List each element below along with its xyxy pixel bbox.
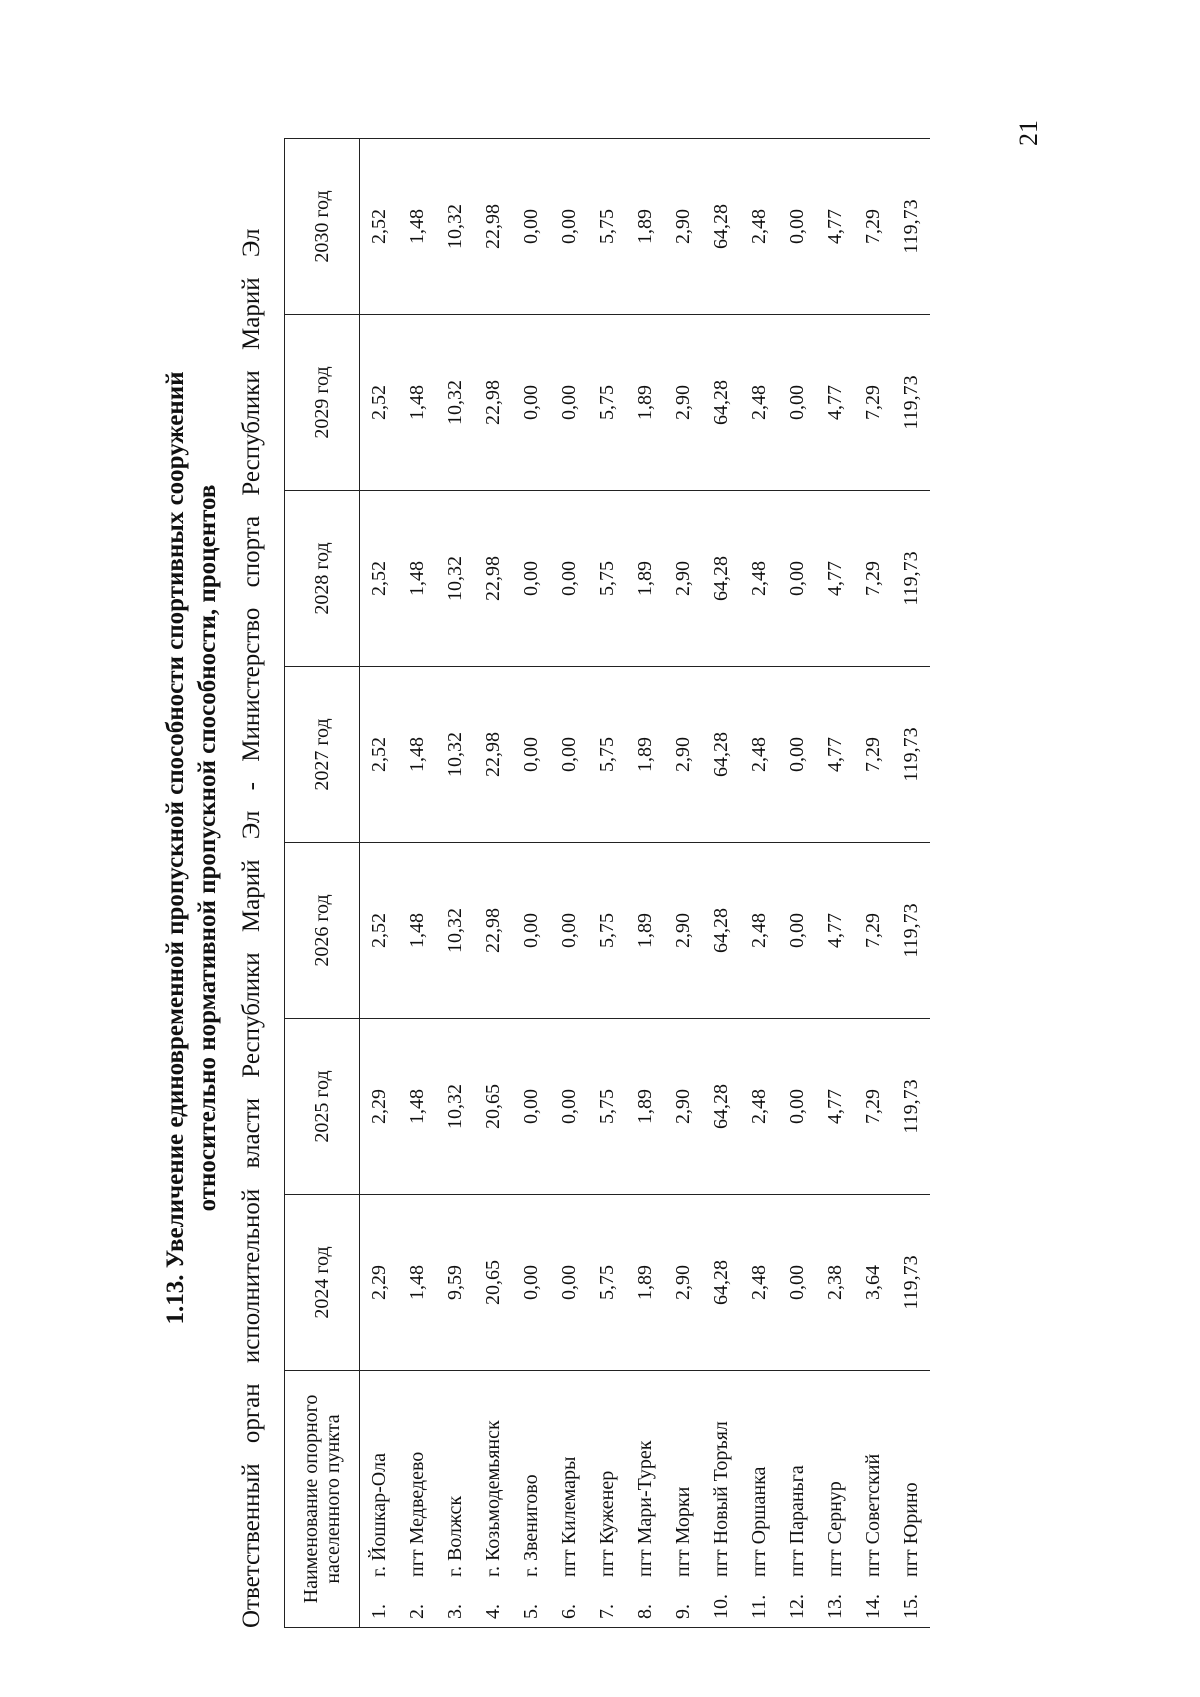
column-header-year: 2029 год [285, 315, 360, 491]
value-cell: 2,90 [664, 667, 702, 843]
value-cell: 119,73 [892, 1195, 930, 1371]
value-cell: 7,29 [854, 139, 892, 315]
value-cell: 2,52 [360, 667, 399, 843]
value-cell: 2,29 [360, 1195, 399, 1371]
value-cell: 1,89 [626, 1019, 664, 1195]
column-header-year: 2028 год [285, 491, 360, 667]
value-cell: 0,00 [778, 843, 816, 1019]
value-cell: 4,77 [816, 667, 854, 843]
value-cell: 1,89 [626, 1195, 664, 1371]
value-cell: 9,59 [436, 1195, 474, 1371]
value-cell: 0,00 [512, 843, 550, 1019]
table-row [512, 139, 550, 1628]
value-cell: 2,52 [360, 491, 399, 667]
value-cell: 2,48 [740, 491, 778, 667]
value-cell: 4,77 [816, 139, 854, 315]
value-cell: 0,00 [778, 1195, 816, 1371]
value-cell: 1,48 [398, 1195, 436, 1371]
locality-name: пгт Куженер [588, 1371, 626, 1584]
value-cell: 119,73 [892, 843, 930, 1019]
row-number: 12. [778, 1583, 816, 1628]
row-number: 9. [664, 1583, 702, 1628]
value-cell: 0,00 [778, 315, 816, 491]
table-row [550, 139, 588, 1628]
value-cell: 1,89 [626, 491, 664, 667]
value-cell: 1,48 [398, 139, 436, 315]
value-cell: 10,32 [436, 843, 474, 1019]
table-row [892, 139, 930, 1628]
value-cell: 2,90 [664, 1195, 702, 1371]
row-number: 2. [398, 1583, 436, 1628]
value-cell: 1,48 [398, 667, 436, 843]
row-number: 13. [816, 1583, 854, 1628]
value-cell: 22,98 [474, 667, 512, 843]
value-cell: 2,29 [360, 1019, 399, 1195]
locality-name: пгт Сернур [816, 1371, 854, 1584]
rotated-page-content [160, 68, 1060, 1628]
value-cell: 2,52 [360, 139, 399, 315]
value-cell: 0,00 [778, 667, 816, 843]
table-row [740, 139, 778, 1628]
row-number: 6. [550, 1583, 588, 1628]
value-cell: 5,75 [588, 1019, 626, 1195]
value-cell: 0,00 [550, 139, 588, 315]
value-cell: 0,00 [512, 139, 550, 315]
value-cell: 2,48 [740, 315, 778, 491]
value-cell: 7,29 [854, 315, 892, 491]
row-number: 8. [626, 1583, 664, 1628]
row-number: 14. [854, 1583, 892, 1628]
value-cell: 7,29 [854, 667, 892, 843]
row-number: 4. [474, 1583, 512, 1628]
value-cell: 1,48 [398, 491, 436, 667]
value-cell: 0,00 [550, 1195, 588, 1371]
locality-name: пгт Новый Торъял [702, 1371, 740, 1584]
table-row [778, 139, 816, 1628]
value-cell: 119,73 [892, 667, 930, 843]
row-number: 7. [588, 1583, 626, 1628]
responsible-authority: Ответственный орган исполнительной власти Республики Марий Эл - Министерство спорта Республики Марий Эл [238, 228, 265, 1628]
value-cell: 64,28 [702, 315, 740, 491]
value-cell: 1,89 [626, 843, 664, 1019]
value-cell: 64,28 [702, 139, 740, 315]
table-row [398, 139, 436, 1628]
value-cell: 5,75 [588, 667, 626, 843]
column-header-year: 2026 год [285, 843, 360, 1019]
value-cell: 7,29 [854, 1019, 892, 1195]
value-cell: 0,00 [512, 315, 550, 491]
table-row [816, 139, 854, 1628]
row-number: 3. [436, 1583, 474, 1628]
value-cell: 10,32 [436, 667, 474, 843]
row-number: 15. [892, 1583, 930, 1628]
value-cell: 1,48 [398, 315, 436, 491]
locality-name: пгт Морки [664, 1371, 702, 1584]
value-cell: 5,75 [588, 315, 626, 491]
value-cell: 7,29 [854, 491, 892, 667]
locality-name: г. Йошкар-Ола [360, 1371, 399, 1584]
locality-name: г. Козьмодемьянск [474, 1371, 512, 1584]
value-cell: 1,89 [626, 139, 664, 315]
value-cell: 119,73 [892, 139, 930, 315]
value-cell: 2,48 [740, 1195, 778, 1371]
value-cell: 0,00 [550, 315, 588, 491]
table-row [436, 139, 474, 1628]
value-cell: 0,00 [778, 139, 816, 315]
value-cell: 1,48 [398, 843, 436, 1019]
row-number: 11. [740, 1583, 778, 1628]
value-cell: 0,00 [512, 1019, 550, 1195]
value-cell: 5,75 [588, 491, 626, 667]
value-cell: 22,98 [474, 843, 512, 1019]
capacity-table [284, 138, 930, 1628]
locality-name: пгт Советский [854, 1371, 892, 1584]
value-cell: 22,98 [474, 139, 512, 315]
value-cell: 2,52 [360, 315, 399, 491]
column-header-year: 2030 год [285, 139, 360, 315]
value-cell: 1,89 [626, 667, 664, 843]
column-header-year: 2027 год [285, 667, 360, 843]
value-cell: 0,00 [778, 491, 816, 667]
row-number: 1. [360, 1583, 399, 1628]
value-cell: 2,48 [740, 139, 778, 315]
value-cell: 0,00 [550, 667, 588, 843]
value-cell: 64,28 [702, 491, 740, 667]
value-cell: 10,32 [436, 139, 474, 315]
locality-name: пгт Медведево [398, 1371, 436, 1584]
row-number: 5. [512, 1583, 550, 1628]
value-cell: 1,48 [398, 1019, 436, 1195]
value-cell: 2,90 [664, 491, 702, 667]
column-header-year: 2024 год [285, 1195, 360, 1371]
value-cell: 64,28 [702, 667, 740, 843]
value-cell: 7,29 [854, 843, 892, 1019]
locality-name: г. Волжск [436, 1371, 474, 1584]
value-cell: 4,77 [816, 315, 854, 491]
column-header-locality: Наименование опорного населенного пункта [285, 1371, 360, 1628]
section-title-line-2: относительно нормативной пропускной способности, процентов [194, 484, 221, 1212]
value-cell: 64,28 [702, 843, 740, 1019]
value-cell: 3,64 [854, 1195, 892, 1371]
value-cell: 0,00 [512, 667, 550, 843]
row-number: 10. [702, 1583, 740, 1628]
value-cell: 2,90 [664, 315, 702, 491]
locality-name: г. Звенигово [512, 1371, 550, 1584]
value-cell: 2,90 [664, 139, 702, 315]
value-cell: 119,73 [892, 1019, 930, 1195]
value-cell: 5,75 [588, 139, 626, 315]
column-header-year: 2025 год [285, 1019, 360, 1195]
table-row [474, 139, 512, 1628]
value-cell: 0,00 [550, 491, 588, 667]
value-cell: 0,00 [550, 843, 588, 1019]
value-cell: 22,98 [474, 491, 512, 667]
table-row [588, 139, 626, 1628]
value-cell: 4,77 [816, 491, 854, 667]
value-cell: 2,38 [816, 1195, 854, 1371]
value-cell: 0,00 [512, 1195, 550, 1371]
value-cell: 64,28 [702, 1195, 740, 1371]
locality-name: пгт Оршанка [740, 1371, 778, 1584]
table-row [360, 139, 399, 1628]
value-cell: 64,28 [702, 1019, 740, 1195]
value-cell: 5,75 [588, 843, 626, 1019]
value-cell: 2,90 [664, 843, 702, 1019]
locality-name: пгт Килемары [550, 1371, 588, 1584]
value-cell: 2,52 [360, 843, 399, 1019]
value-cell: 22,98 [474, 315, 512, 491]
value-cell: 0,00 [512, 491, 550, 667]
section-title-line-1: 1.13. Увеличение единовременной пропускной способности спортивных сооружений [162, 371, 189, 1325]
value-cell: 1,89 [626, 315, 664, 491]
value-cell: 2,48 [740, 1019, 778, 1195]
value-cell: 5,75 [588, 1195, 626, 1371]
table-body [360, 139, 931, 1628]
table-header-row [285, 139, 360, 1628]
value-cell: 20,65 [474, 1019, 512, 1195]
value-cell: 2,48 [740, 843, 778, 1019]
value-cell: 4,77 [816, 1019, 854, 1195]
value-cell: 2,90 [664, 1019, 702, 1195]
table-row [626, 139, 664, 1628]
value-cell: 0,00 [778, 1019, 816, 1195]
value-cell: 10,32 [436, 1019, 474, 1195]
value-cell: 10,32 [436, 315, 474, 491]
section-title [160, 68, 224, 1628]
table-row [854, 139, 892, 1628]
value-cell: 0,00 [550, 1019, 588, 1195]
value-cell: 2,48 [740, 667, 778, 843]
value-cell: 119,73 [892, 491, 930, 667]
value-cell: 20,65 [474, 1195, 512, 1371]
value-cell: 119,73 [892, 315, 930, 491]
locality-name: пгт Параньга [778, 1371, 816, 1584]
value-cell: 4,77 [816, 843, 854, 1019]
value-cell: 10,32 [436, 491, 474, 667]
table-row [702, 139, 740, 1628]
page-number: 21 [1014, 120, 1043, 146]
locality-name: пгт Мари-Турек [626, 1371, 664, 1584]
locality-name: пгт Юрино [892, 1371, 930, 1584]
table-row [664, 139, 702, 1628]
